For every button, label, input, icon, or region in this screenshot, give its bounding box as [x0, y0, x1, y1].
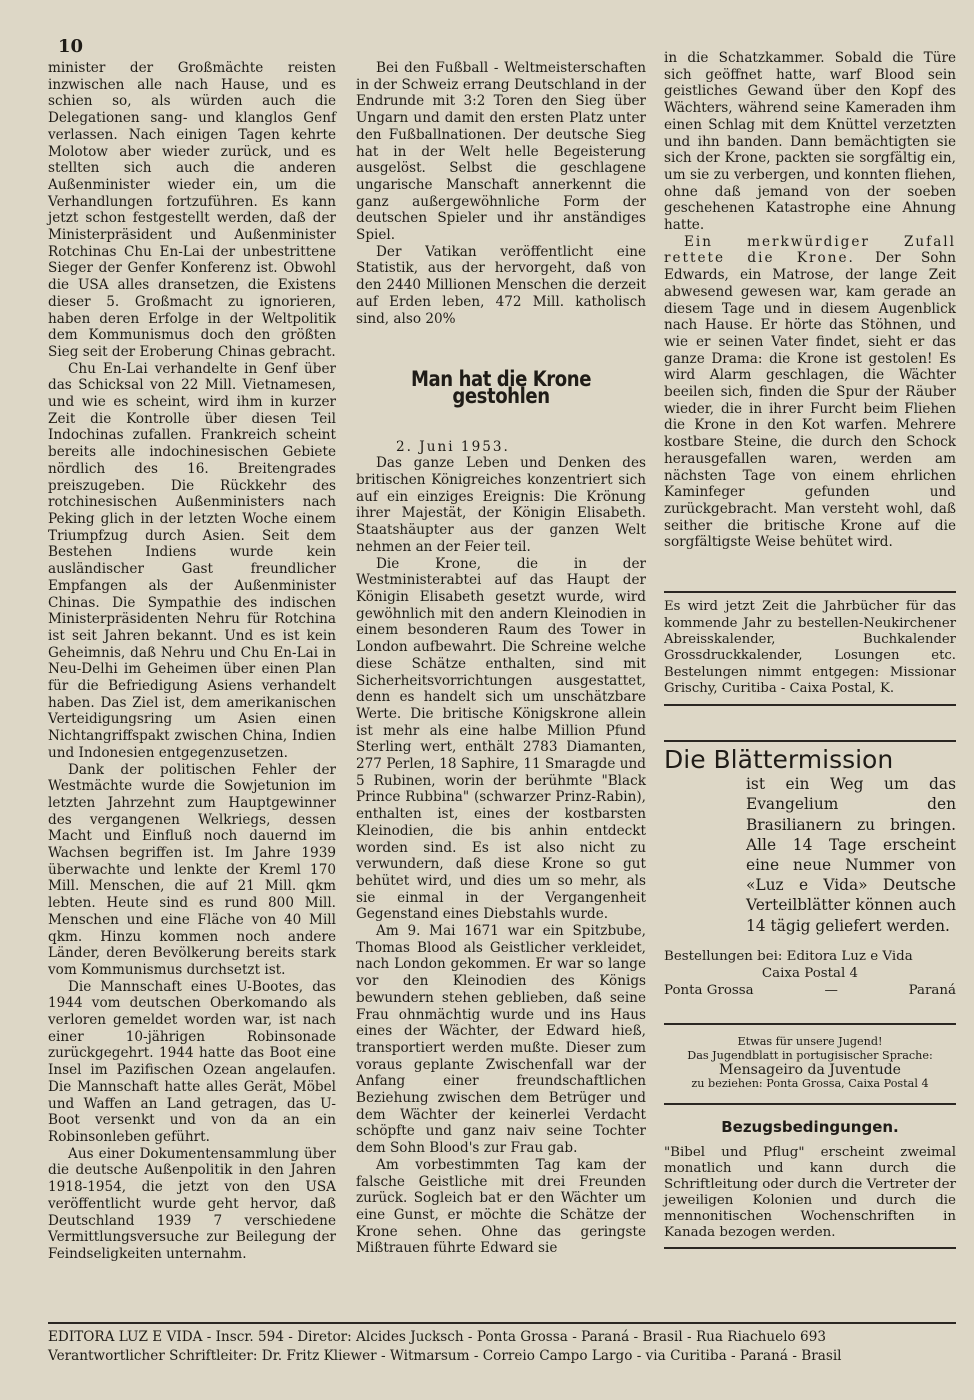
- article-headline: Man hat die Krone gestohlen: [410, 367, 592, 408]
- mensageiro-line: Das Jugendblatt in portugisischer Sprache:: [687, 1048, 933, 1062]
- paragraph: in die Schatzkammer. Sobald die Türe sich geöffnet hatte, warf Blood sein geistliches Gewand über den Kopf des Wächters, während seine Kameraden ihm einen Schlag mit dem Knüttel verzetzten und ihn banden. Dann bemächtigten sie sich der Krone, packten sie sorgfältig ein, um sie zu verbergen, und konnten fliehen, ohne daß jemand von der soeben geschehenen Katastrophe eine Ahnung hatte.: [664, 50, 956, 234]
- paragraph: Die Krone, die in der Westministerabtei auf das Haupt der Königin Elisabeth gesetzt wurde, wird gewöhnlich mit den andern Kleinodien in einem besonderen Raum des Tower in London aufbewahrt. Die Schreine welche diese Schätze enthalten, sind mit Sicherheitsvorrichtungen ausgestattet, denn es handelt sich um unschätzbare Werte. Die britische Königskrone allein ist mehr als eine halbe Million Pfund Sterling wert, enthält 2783 Diamanten, 277 Perlen, 18 Saphire, 11 Smaragde und 5 Rubinen, worin der berühmte "Black Prince Rubbina" (schwarzer Prinz-Rabin), enthalten ist, eines der kostbarsten Kleinodien, die bis anhin entdeckt worden sind. Es ist also nicht zu verwundern, daß diese Krone so gut behütet wird, und dies um so mehr, als sie einmal in der Vergangenheit Gegenstand eines Diebstahls wurde.: [356, 555, 646, 923]
- mensageiro-line: Etwas für unsere Jugend!: [737, 1034, 883, 1048]
- footer-line: Verantwortlicher Schriftleiter: Dr. Fritz Kliewer - Witmarsum - Correio Campo Largo - via Curitiba - Paraná - Brasil: [48, 1348, 842, 1364]
- paragraph: Die Mannschaft eines U-Bootes, das 1944 vom deutschen Oberkomando als verloren gemeldet worden war, ist nach einer 10-jährigen Robinsonade zurückgegehrt. 1944 hatte das Boot eine Insel im Pazifischen Ozean angelaufen. Die Mannschaft hatte alles Gerät, Möbel und Waffen an Land getragen, das U-Boot versenkt und von da an ein Robinsonleben geführt.: [48, 978, 336, 1145]
- paragraph: minister der Großmächte reisten inzwischen alle nach Hause, und es schien so, als würden auch die Delegationen sang- und klanglos Genf verlassen. Nach einigen Tagen kehrte Molotow aber wieder zurück, und es stellten sich auch die anderen Außenminister wieder ein, um die Verhandlungen fortzuführen. Es kann jetzt schon festgestellt werden, daß der Ministerpräsident und Außenminister Rotchinas Chu En-Lai der unbestrittene Sieger der Genfer Konferenz ist. Obwohl die USA alles dransetzen, die Existens dieser 5. Großmacht zu ignorieren, haben deren Erfolge in der Weltpolitik dem Kommunismus doch den größten Sieg seit der Eroberung Chinas gebracht.: [48, 60, 336, 360]
- notice-box: [664, 591, 956, 705]
- order-state: Paraná: [908, 982, 956, 998]
- order-line: Caixa Postal 4: [761, 965, 859, 981]
- zufall-text: Der Sohn Edwards, ein Matrose, der lange Zeit abwesend gewesen war, kam gerade an diesem Tage und in diesem Augenblick nach Hause. Er hörte das Stöhnen, und wie er seinen Vater findet, sieht er das ganze Drama: die Krone ist gestolen! Es wird Alarm geschlagen, die Wächter beeilen sich, finden die Spur der Räuber wieder, die in ihrer Furcht beim Fliehen die Krone in den Kot warfen. Mehrere kostbare Steine, die durch den Schock herausgefallen waren, werden am nächsten Tage von einem ehrlichen Kaminfeger gefunden und zurückgebracht. Man versteht wohl, daß seither die britische Krone auf die sorgfältigste Weise behütet wird.: [664, 250, 956, 551]
- mensageiro-title: Mensageiro da Juventude: [719, 1061, 901, 1078]
- blaettermission-body: ist ein Weg um das Evangelium den Brasilianern zu bringen. Alle 14 Tage erscheint eine neue Nummer von «Luz e Vida» Deutsche Verteilblätter können auch 14 tägig geliefert werden.: [746, 775, 956, 935]
- bezug-title: Bezugsbedingungen.: [721, 1117, 899, 1136]
- column-middle: [356, 60, 646, 1257]
- notice-text: Es wird jetzt Zeit die Jahrbücher für das kommende Jahr zu bestellen-Neukirchener Abreisskalender, Buchkalender Grossdruckkalender, Losungen etc. Bestelungen nimmt entgegen: Missionar Grischy, Curitiba - Caixa Postal, K.: [664, 599, 956, 697]
- order-dash: —: [824, 982, 838, 998]
- paragraph: Dank der politischen Fehler der Westmächte wurde die Sowjetunion im letzten Jahrzehnt zum Hauptgewinner des vergangenen Welkriegs, dessen Macht und Einfluß noch dauernd im Wachsen begriffen ist. Im Jahre 1939 überwachte und lenkte der Kreml 170 Mill. Menschen, die auf 21 Mill. qkm lebten. Heute sind es rund 800 Mill. Menschen und eine Fläche von 40 Mill qkm. Hinzu kommen noch andere Länder, deren Bevölkerung bereits stark vom Kommunismus durchsetzt ist.: [48, 761, 336, 978]
- paragraph: Chu En-Lai verhandelte in Genf über das Schicksal von 22 Mill. Vietnamesen, und wie es scheint, wird ihm in kurzer Zeit die Kontrolle über diesen Teil Indochinas zufallen. Frankreich scheint bereits alle indochinesischen Gebiete nördlich des 16. Breitengrades preiszugeben. Die Rückkehr des rotchinesischen Außenministers nach Peking glich in der letzten Woche einem Triumpfzug durch Asien. Seit dem Bestehen Indiens wurde kein ausländischer Gast freundlicher Empfangen als der Außenminister Chinas. Die Sympathie des indischen Ministerpräsidenten Nehru für Rotchina ist seit Jahren bekannt. Und es ist kein Geheimnis, daß Nehru und Chu En-Lai in Neu-Delhi im Geheimen über einen Plan für die Befriedigung Asiens verhandelt haben. Das Ziel ist, dem amerikanischen Verteidigungsring um Asien einen Nichtangriffspakt zwischen China, Indien und Indonesien entgegenzusetzen.: [48, 360, 336, 761]
- paragraph: Bei den Fußball - Weltmeisterschaften in der Schweiz errang Deutschland in der Endrunde mit 3:2 Toren den Sieg über Ungarn und damit den ersten Platz unter den Fußballnationen. Der deutsche Sieg hat in der Welt helle Begeisterung ausgelöst. Selbst die geschlagene ungarische Manschaft annerkennt die ganz außergewöhnliche Form der deutschen Spieler und ihr anständiges Spiel.: [356, 60, 646, 244]
- paragraph: Der Vatikan veröffentlicht eine Statistik, aus der hervorgeht, daß von den 2440 Millionen Menschen die derzeit auf Erden leben, 472 Mill. katholisch sind, also 20%: [356, 243, 646, 327]
- divider: [664, 1247, 956, 1249]
- bezug-box: [664, 1103, 956, 1249]
- order-city: Ponta Grossa: [664, 982, 754, 998]
- page-number: 10: [58, 36, 84, 57]
- paragraph: [664, 234, 956, 551]
- column-left: [48, 60, 336, 1263]
- order-line: Bestellungen bei: Editora Luz e Vida: [664, 948, 913, 964]
- bezug-body: "Bibel und Pflug" erscheint zweimal monatlich und kann durch die Schriftleitung oder durch die Vertreter der jeweiligen Kolonien und durch die mennonitischen Wochenschriften in Kanada bezogen werden.: [664, 1144, 956, 1240]
- paragraph: Am 9. Mai 1671 war ein Spitzbube, Thomas Blood als Geistlicher verkleidet, nach London gekommen. Er war so lange vor den Kleinodien des Königs bewundern stehen geblieben, daß seine Frau ohnmächtig wurde und ins Haus eines der Wächter, der Edward hieß, transportiert werden mußte. Dieser zum voraus geplante Zwischenfall war der Anfang einer freundschaftlichen Beziehung zwischen dem Betrüger und dem Wächter der keinerlei Verdacht schöpfte und ganz naiv seine Tochter dem Sohn Blood's zur Frau gab.: [356, 923, 646, 1157]
- blaettermission-title: Die Blättermission: [664, 740, 956, 769]
- imprint-footer: [48, 1322, 956, 1366]
- paragraph: Das ganze Leben und Denken des britischen Königreiches konzentriert sich auf ein einziges Ereignis: Die Krönung ihrer Majestät, der Königin Elisabeth. Staatshäupter aus der ganzen Welt nehmen an der Feier teil.: [356, 455, 646, 555]
- order-address: [664, 982, 956, 999]
- mensageiro-box: [664, 1023, 956, 1091]
- mensageiro-line: zu beziehen: Ponta Grossa, Caixa Postal 4: [691, 1076, 929, 1090]
- article-date: 2. Juni 1953.: [396, 438, 510, 455]
- paragraph: Aus einer Dokumentensammlung über die deutsche Außenpolitik in den Jahren 1918-1954, die jetzt von den USA veröffentlicht wurde geht hervor, daß Deutschland 1939 7 verschiedene Vermittlungsversuche zur Beilegung der Feindseligkeiten unternahm.: [48, 1145, 336, 1262]
- column-right: [664, 50, 956, 1249]
- footer-line: EDITORA LUZ E VIDA - Inscr. 594 - Diretor: Alcides Jucksch - Ponta Grossa - Paraná - Brasil - Rua Riachuelo 693: [48, 1329, 827, 1345]
- zufall-lead: Ein merkwürdiger Zufall rettete die Krone.: [664, 233, 956, 267]
- paragraph: Am vorbestimmten Tag kam der falsche Geistliche mit drei Freunden zurück. Sogleich bat er den Wächter um eine Gunst, er möchte die Schätze der Krone sehen. Ohne das geringste Mißtrauen führte Edward sie: [356, 1156, 646, 1257]
- blaettermission-order: [664, 948, 956, 999]
